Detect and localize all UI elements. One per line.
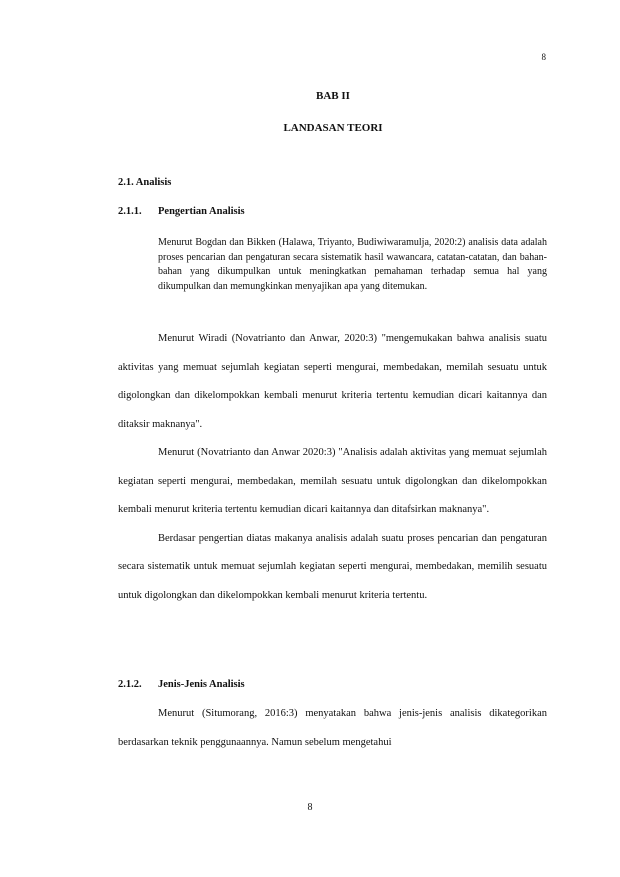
- paragraph: Menurut (Novatrianto dan Anwar 2020:3) "Analisis adalah aktivitas yang memuat sejumlah kegiatan seperti mengurai, membedakan, memilah sesuatu untuk digolongkan dan dikelompokkan kembali menurut kriteria tertentu kemudian dicari kaitannya dan ditafsirkan maknanya".: [118, 447, 547, 515]
- block-quote: Menurut Bogdan dan Bikken (Halawa, Triyanto, Budiwiwaramulja, 2020:2) analisis data adalah proses pencarian dan pengaturan secara sistematik hasil wawancara, catatan-catatan, dan bahan-bahan yang dikumpulkan untuk meningkatkan pemahaman terhadap semua hal yang dikumpulkan dan memungkinkan menyajikan apa yang ditemukan.: [158, 237, 547, 292]
- section-heading: 2.1. Analisis: [118, 177, 172, 188]
- subsection-number: 2.1.1.: [118, 206, 142, 217]
- page-number-top: 8: [541, 52, 546, 62]
- paragraph: Menurut (Situmorang, 2016:3) menyatakan bahwa jenis-jenis analisis dikategorikan berdasarkan teknik penggunaannya. Namun sebelum mengetahui: [118, 708, 547, 748]
- page-number-bottom: 8: [307, 802, 313, 813]
- body-text-2: [118, 700, 547, 757]
- subsection-title: Jenis-Jenis Analisis: [158, 679, 245, 690]
- chapter-title: LANDASAN TEORI: [283, 122, 383, 134]
- paragraph: Menurut Wiradi (Novatrianto dan Anwar, 2020:3) "mengemukakan bahwa analisis suatu aktivitas yang memuat sejumlah kegiatan seperti mengurai, membedakan, memilah sesuatu untuk digolongkan dan dikelompokkan kembali menurut kriteria tertentu kemudian dicari kaitannya dan ditaksir maknanya".: [118, 333, 547, 430]
- subsection-heading-1: [118, 206, 245, 217]
- subsection-title: Pengertian Analisis: [158, 206, 245, 217]
- subsection-heading-2: [118, 679, 245, 690]
- subsection-number: 2.1.2.: [118, 679, 142, 690]
- body-text: [118, 325, 547, 610]
- paragraph: Berdasar pengertian diatas makanya analisis adalah suatu proses pencarian dan pengaturan secara sistematik untuk memuat sejumlah kegiatan seperti mengurai, membedakan, memilih sesuatu untuk digolongkan dan dikelompokkan kembali menurut kriteria tertentu.: [118, 532, 547, 601]
- chapter-label: BAB II: [316, 90, 350, 102]
